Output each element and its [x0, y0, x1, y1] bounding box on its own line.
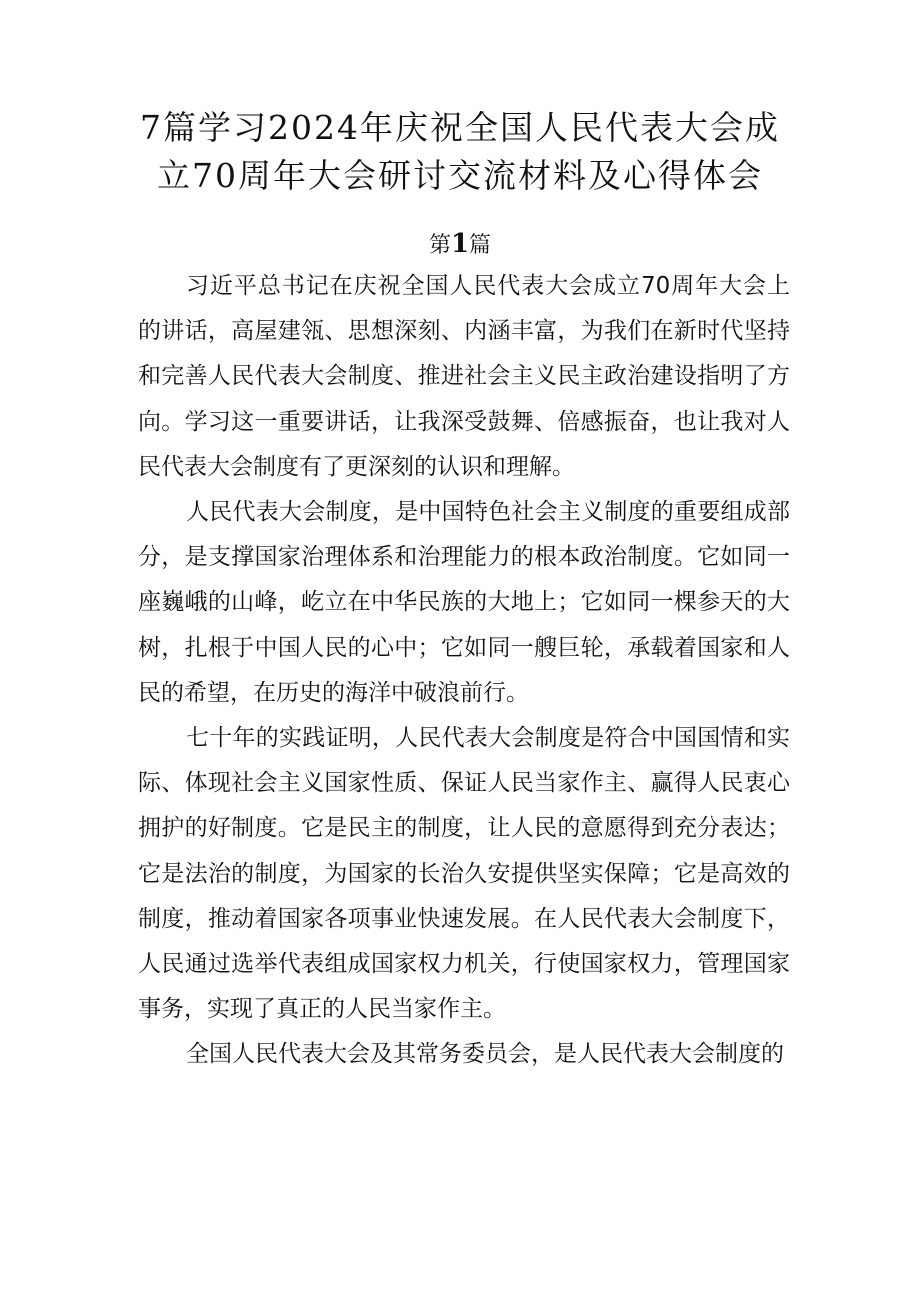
paragraph: 七十年的实践证明，人民代表大会制度是符合中国国情和实际、体现社会主义国家性质、保证人民当家作主、赢得人民衷心拥护的好制度。它是民主的制度，让人民的意愿得到充分表达；它是法治的制度，为国家的长治久安提供坚实保障；它是高效的制度，推动着国家各项事业快速发展。在人民代表大会制度下，人民通过选举代表组成国家权力机关，行使国家权力，管理国家事务，实现了真正的人民当家作主。 [138, 725, 790, 1023]
paragraph: 习近平总书记在庆祝全国人民代表大会成立70周年大会上的讲话，高屋建瓴、思想深刻、内涵丰富，为我们在新时代坚持和完善人民代表大会制度、推进社会主义民主政治建设指明了方向。学习这一重要讲话，让我深受鼓舞、倍感振奋，也让我对人民代表大会制度有了更深刻的认识和理解。 [138, 273, 790, 480]
section-heading [360, 226, 560, 264]
section-prefix: 第 [428, 233, 451, 258]
section-suffix: 篇 [469, 233, 492, 258]
body-text [138, 264, 790, 1078]
paragraph: 人民代表大会制度，是中国特色社会主义制度的重要组成部分，是支撑国家治理体系和治理能力的根本政治制度。它如同一座巍峨的山峰，屹立在中华民族的大地上；它如同一棵参天的大树，扎根于中国人民的心中；它如同一艘巨轮，承载着国家和人民的希望，在历史的海洋中破浪前行。 [138, 499, 790, 706]
document-title [120, 104, 800, 200]
paragraph: 全国人民代表大会及其常务委员会，是人民代表大会制度的 [186, 1041, 784, 1068]
document-title-line-2: 立70周年大会研讨交流材料及心得体会 [157, 156, 763, 195]
section-number: 1 [450, 229, 470, 259]
document-title-line-1: 7篇学习2024年庆祝全国人民代表大会成 [140, 108, 780, 147]
